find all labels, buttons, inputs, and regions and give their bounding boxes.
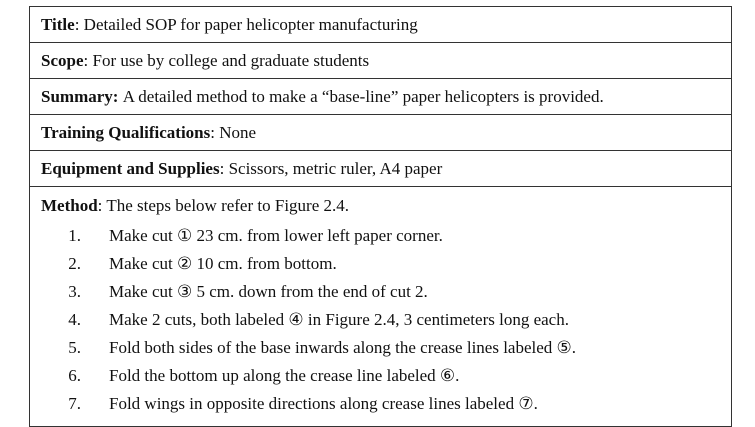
method-step: [41, 306, 731, 334]
method-row: [30, 187, 731, 426]
summary-label: Summary:: [41, 86, 119, 106]
step-text: Make cut ③ 5 cm. down from the end of cut 2.: [109, 282, 428, 301]
step-text: Fold wings in opposite directions along crease lines labeled ⑦.: [109, 394, 538, 413]
title-row: [30, 7, 731, 43]
equipment-value: Scissors, metric ruler, A4 paper: [228, 158, 443, 178]
method-step: [41, 222, 731, 250]
title-separator: :: [74, 14, 84, 34]
scope-row: [30, 43, 731, 79]
step-text: Make cut ① 23 cm. from lower left paper corner.: [109, 226, 443, 245]
step-number: 2.: [68, 254, 81, 273]
training-row: [30, 115, 731, 151]
summary-row: [30, 79, 731, 115]
scope-label: Scope: [41, 50, 84, 70]
step-number: 1.: [68, 226, 81, 245]
title-label: Title: [41, 14, 75, 34]
step-number: 3.: [68, 282, 81, 301]
training-separator: :: [210, 122, 220, 142]
step-text: Fold the bottom up along the crease line labeled ⑥.: [109, 366, 460, 385]
title-value: Detailed SOP for paper helicopter manufacturing: [83, 14, 418, 34]
step-text: Fold both sides of the base inwards along the crease lines labeled ⑤.: [109, 338, 577, 357]
step-number: 4.: [68, 310, 81, 329]
equipment-label: Equipment and Supplies: [41, 158, 220, 178]
equipment-row: [30, 151, 731, 187]
step-number: 6.: [68, 366, 81, 385]
training-label: Training Qualifications: [41, 122, 211, 142]
equipment-separator: :: [219, 158, 229, 178]
step-text: Make 2 cuts, both labeled ④ in Figure 2.4, 3 centimeters long each.: [109, 310, 569, 329]
step-number: 5.: [68, 338, 81, 357]
step-number: 7.: [68, 394, 81, 413]
training-value: None: [219, 122, 257, 142]
method-step: [41, 362, 731, 390]
scope-separator: :: [83, 50, 93, 70]
method-steps-list: [41, 222, 731, 418]
scope-value: For use by college and graduate students: [92, 50, 370, 70]
method-step: [41, 390, 731, 418]
method-heading: [41, 196, 731, 216]
sop-table: [29, 6, 732, 427]
method-step: [41, 334, 731, 362]
method-label: Method: [41, 196, 98, 215]
method-separator: :: [97, 196, 107, 215]
step-text: Make cut ② 10 cm. from bottom.: [109, 254, 337, 273]
summary-value: A detailed method to make a “base-line” paper helicopters is provided.: [122, 86, 604, 106]
method-value: The steps below refer to Figure 2.4.: [106, 196, 350, 215]
method-step: [41, 250, 731, 278]
method-step: [41, 278, 731, 306]
